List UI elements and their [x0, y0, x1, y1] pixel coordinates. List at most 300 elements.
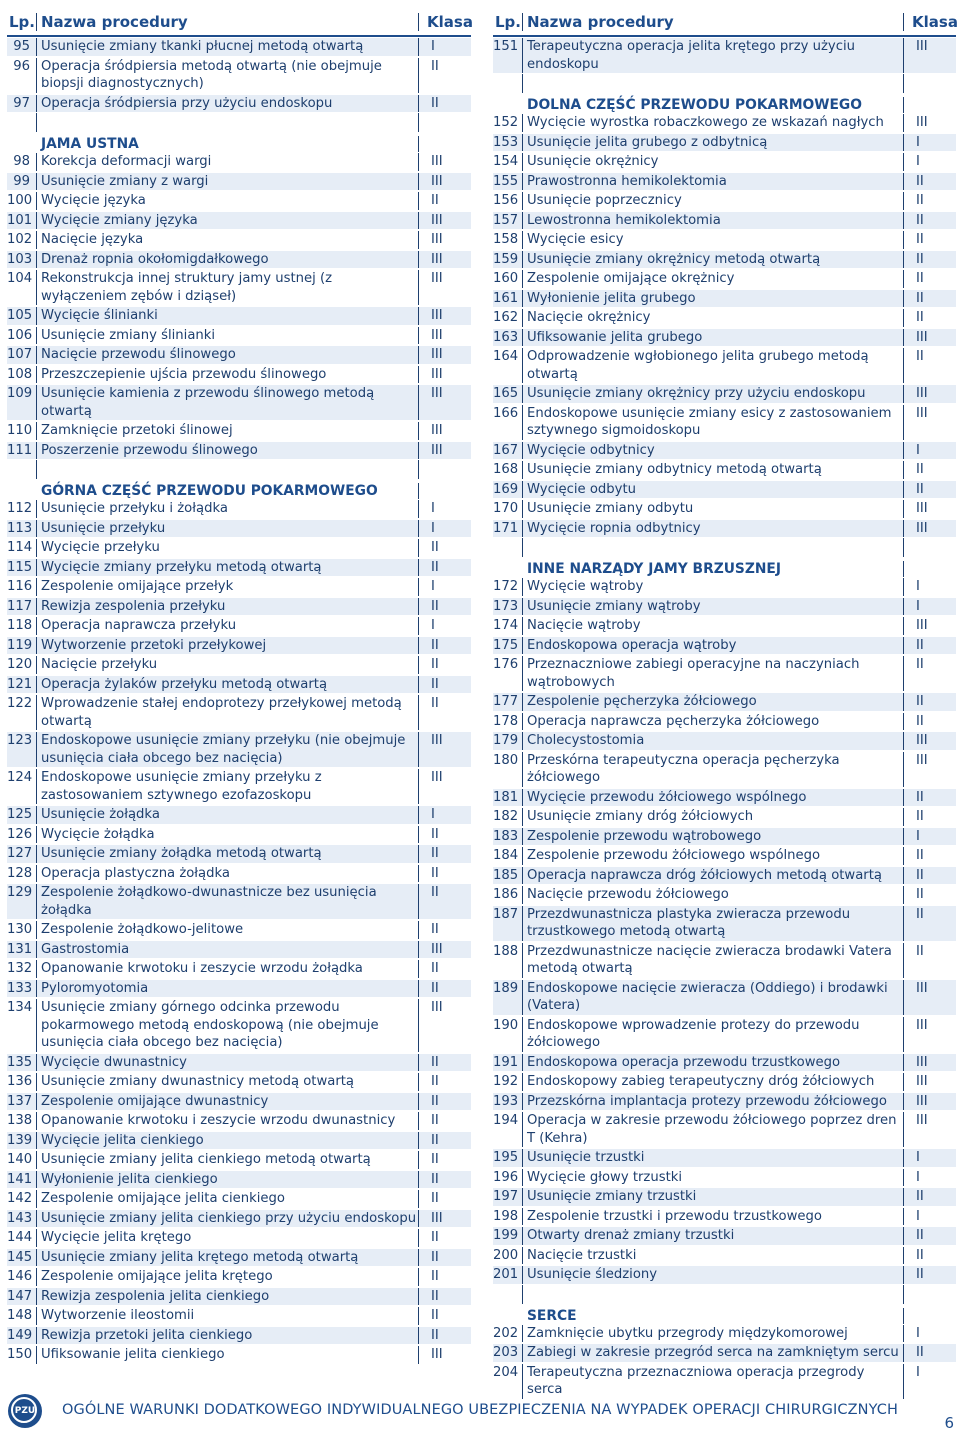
procedure-name: Nacięcie trzustki — [523, 1247, 904, 1265]
procedure-name: Przeznaczniowe zabiegi operacyjne na naczyniach wątrobowych — [523, 656, 904, 691]
section-title: JAMA USTNA — [37, 136, 419, 152]
row-number: 135 — [7, 1054, 37, 1072]
procedure-name: Wycięcie ślinianki — [37, 307, 419, 325]
row-number: 170 — [493, 500, 523, 518]
procedure-class: II — [419, 884, 471, 919]
row-number: 138 — [7, 1112, 37, 1130]
row-number: 191 — [493, 1054, 523, 1072]
row-number: 130 — [7, 921, 37, 939]
procedure-class: I — [916, 154, 920, 169]
procedure-name: Przezskórna implantacja protezy przewodu żółciowego — [523, 1093, 904, 1111]
procedure-class: II — [431, 961, 439, 976]
procedure-name: Wycięcie głowy trzustki — [523, 1169, 904, 1187]
table-row — [493, 616, 956, 636]
table-row — [7, 636, 471, 656]
procedure-name: Usunięcie okrężnicy — [523, 153, 904, 171]
procedure-class: II — [916, 848, 924, 863]
procedure-class: III — [419, 251, 471, 269]
procedure-name: Nacięcie przełyku — [37, 656, 419, 674]
table-row — [7, 675, 471, 695]
procedure-name: Usunięcie zmiany jelita cienkiego przy użyciu endoskopu — [37, 1210, 419, 1228]
procedure-name: Wyłonienie jelita grubego — [523, 290, 904, 308]
procedure-class: II — [419, 95, 471, 113]
table-row — [7, 998, 471, 1053]
procedure-name: Usunięcie zmiany wątroby — [523, 598, 904, 616]
row-number: 159 — [493, 251, 523, 269]
row-number: 202 — [493, 1325, 523, 1343]
procedure-name: Przezdwunastnicza plastyka zwieracza przewodu trzustkowego metodą otwartą — [523, 906, 904, 941]
procedure-name: Usunięcie zmiany górnego odcinka przewodu pokarmowego metodą endoskopową (nie obejmuje usunięcia ciała obcego bez nacięcia) — [37, 999, 419, 1052]
table-row — [493, 499, 956, 519]
procedure-class: II — [419, 980, 471, 998]
procedure-class: III — [904, 1054, 956, 1072]
spacer-row — [493, 538, 956, 557]
procedure-class: II — [916, 1247, 924, 1263]
table-row — [7, 577, 471, 597]
table-row — [493, 885, 956, 905]
procedure-class: II — [419, 1249, 471, 1267]
procedure-class: II — [916, 193, 924, 208]
procedure-name: Usunięcie przełyku i żołądka — [37, 500, 419, 518]
procedure-name: Usunięcie zmiany ślinianki — [37, 327, 419, 345]
table-row — [493, 519, 956, 539]
procedure-name: Usunięcie zmiany odbytu — [523, 500, 904, 518]
spacer-row — [7, 460, 471, 479]
row-number: 113 — [7, 520, 37, 538]
row-number: 169 — [493, 481, 523, 499]
table-row — [7, 1306, 471, 1326]
procedure-class: II — [916, 232, 924, 247]
procedure-name: Zespolenie omijające okrężnicy — [523, 270, 904, 288]
procedure-name: Rewizja zespolenia przełyku — [37, 598, 419, 616]
procedure-name: Drenaż ropnia okołomigdałkowego — [37, 251, 419, 269]
table-row — [493, 1092, 956, 1112]
procedure-class: III — [916, 752, 928, 768]
procedure-class: III — [419, 941, 471, 959]
procedure-name: Usunięcie zmiany tkanki płucnej metodą otwartą — [37, 38, 419, 56]
table-row — [493, 152, 956, 172]
table-row — [493, 172, 956, 192]
procedure-name: Wycięcie zmiany języka — [37, 212, 419, 230]
procedure-class: II — [431, 540, 439, 555]
table-row — [7, 1053, 471, 1073]
row-number: 114 — [7, 539, 37, 557]
row-number: 133 — [7, 980, 37, 998]
row-number: 172 — [493, 578, 523, 596]
procedure-class: II — [431, 1074, 439, 1089]
procedure-name: Rewizja przetoki jelita cienkiego — [37, 1327, 419, 1345]
procedure-name: Cholecystostomia — [523, 732, 904, 750]
section-heading — [493, 557, 956, 577]
row-number: 151 — [493, 38, 523, 73]
procedure-class: I — [419, 38, 471, 56]
procedure-class: II — [419, 676, 471, 694]
procedure-name: Wycięcie przełyku — [37, 539, 419, 557]
row-number: 178 — [493, 713, 523, 731]
row-number: 118 — [7, 617, 37, 635]
procedure-name: Operacja naprawcza pęcherzyka żółciowego — [523, 713, 904, 731]
procedure-class: II — [419, 1054, 471, 1072]
procedure-class: II — [419, 598, 471, 616]
row-number: 187 — [493, 906, 523, 941]
procedure-class: III — [904, 329, 956, 347]
table-row — [7, 269, 471, 306]
procedure-class: II — [904, 867, 956, 885]
row-number: 195 — [493, 1149, 523, 1167]
procedure-class: I — [419, 520, 471, 538]
procedure-class: I — [431, 579, 435, 594]
table-row — [7, 1150, 471, 1170]
table-row — [7, 825, 471, 845]
table-row — [7, 979, 471, 999]
row-number: 122 — [7, 695, 37, 730]
procedure-name: Zespolenie omijające jelita krętego — [37, 1268, 419, 1286]
table-row — [7, 1228, 471, 1248]
procedure-class: II — [431, 1308, 439, 1323]
row-number: 185 — [493, 867, 523, 885]
table-row — [7, 655, 471, 675]
table-row — [7, 37, 471, 57]
row-number: 164 — [493, 348, 523, 383]
procedure-name: Wycięcie wyrostka robaczkowego ze wskazań nagłych — [523, 114, 904, 132]
procedure-class: II — [431, 1191, 439, 1206]
procedure-name: Zespolenie żołądkowo-jelitowe — [37, 921, 419, 939]
row-number: 105 — [7, 307, 37, 325]
table-row — [493, 384, 956, 404]
left-procedure-table — [7, 8, 471, 1365]
procedure-name: Usunięcie kamienia z przewodu ślinowego metodą otwartą — [37, 385, 419, 420]
table-row — [7, 1248, 471, 1268]
row-number: 158 — [493, 231, 523, 249]
procedure-class: II — [904, 1266, 956, 1284]
table-row — [7, 1326, 471, 1346]
procedure-name: Wycięcie jelita krętego — [37, 1229, 419, 1247]
table-row — [7, 883, 471, 920]
row-number: 141 — [7, 1171, 37, 1189]
procedure-name: Usunięcie żołądka — [37, 806, 419, 824]
procedure-name: Otwarty drenaż zmiany trzustki — [523, 1227, 904, 1245]
procedure-name: Wycięcie zmiany przełyku metodą otwartą — [37, 559, 419, 577]
table-row — [7, 1170, 471, 1190]
procedure-name: Operacja plastyczna żołądka — [37, 865, 419, 883]
table-row — [7, 1092, 471, 1112]
row-number: 110 — [7, 422, 37, 440]
procedure-name: Nacięcie przewodu ślinowego — [37, 346, 419, 364]
row-number: 153 — [493, 134, 523, 152]
procedure-name: Lewostronna hemikolektomia — [523, 212, 904, 230]
procedure-name: Endoskopowe usunięcie zmiany esicy z zastosowaniem sztywnego sigmoidoskopu — [523, 405, 904, 440]
procedure-class: II — [419, 845, 471, 863]
procedure-class: III — [419, 173, 471, 191]
procedure-name: Usunięcie zmiany okrężnicy metodą otwartą — [523, 251, 904, 269]
row-number: 163 — [493, 329, 523, 347]
table-row — [493, 460, 956, 480]
table-row — [493, 731, 956, 751]
table-row — [7, 538, 471, 558]
procedure-name: Usunięcie przełyku — [37, 520, 419, 538]
procedure-name: Endoskopowe usunięcie zmiany przełyku z zastosowaniem sztywnego ezofazoskopu — [37, 769, 419, 804]
procedure-name: Usunięcie poprzecznicy — [523, 192, 904, 210]
procedure-name: Zamknięcie ubytku przegrody międzykomorowej — [523, 1325, 904, 1343]
procedure-class: II — [431, 865, 439, 881]
table-row — [7, 1111, 471, 1131]
table-row — [7, 959, 471, 979]
procedure-class: III — [419, 732, 471, 767]
section-title: SERCE — [523, 1308, 904, 1324]
table-row — [493, 1072, 956, 1092]
row-number: 161 — [493, 290, 523, 308]
row-number: 152 — [493, 114, 523, 132]
row-number: 127 — [7, 845, 37, 863]
procedure-class: II — [904, 212, 956, 230]
table-row — [7, 441, 471, 461]
row-number: 165 — [493, 385, 523, 403]
procedure-name: Usunięcie trzustki — [523, 1149, 904, 1167]
procedure-name: Wycięcie esicy — [523, 231, 904, 249]
table-row — [493, 1265, 956, 1285]
procedure-class: I — [916, 1208, 920, 1224]
procedure-name: Przezdwunastnicze nacięcie zwieracza brodawki Vatera metodą otwartą — [523, 943, 904, 978]
procedure-class: III — [431, 271, 443, 286]
procedure-class: I — [916, 1169, 920, 1185]
row-number: 189 — [493, 980, 523, 1015]
procedure-class: I — [904, 598, 956, 616]
row-number: 179 — [493, 732, 523, 750]
table-row — [493, 1207, 956, 1227]
procedure-name: Wycięcie jelita cienkiego — [37, 1132, 419, 1150]
table-row — [7, 191, 471, 211]
procedure-name: Endoskopowe wprowadzenie protezy do przewodu żółciowego — [523, 1017, 904, 1052]
table-row — [7, 172, 471, 192]
procedure-name: Wycięcie przewodu żółciowego wspólnego — [523, 789, 904, 807]
row-number: 108 — [7, 366, 37, 384]
procedure-class: III — [419, 385, 471, 420]
procedure-name: Operacja naprawcza przełyku — [37, 617, 419, 635]
procedure-class: II — [431, 922, 439, 937]
procedure-name: Wycięcie żołądka — [37, 826, 419, 844]
procedure-name: Operacja żylaków przełyku metodą otwartą — [37, 676, 419, 694]
table-row — [493, 846, 956, 866]
spacer-row — [493, 1285, 956, 1304]
table-row — [493, 866, 956, 886]
table-row — [493, 942, 956, 979]
procedure-class: III — [419, 442, 471, 460]
procedure-class: I — [904, 134, 956, 152]
procedure-class: II — [904, 251, 956, 269]
row-number: 196 — [493, 1169, 523, 1187]
row-number: 181 — [493, 789, 523, 807]
procedure-name: Zespolenie omijające dwunastnicy — [37, 1093, 419, 1111]
procedure-class: I — [419, 806, 471, 824]
row-number: 136 — [7, 1073, 37, 1091]
procedure-name: Korekcja deformacji wargi — [37, 153, 419, 171]
row-number: 119 — [7, 637, 37, 655]
procedure-class: I — [916, 1364, 920, 1380]
procedure-class: III — [904, 520, 956, 538]
procedure-name: Usunięcie zmiany odbytnicy metodą otwartą — [523, 461, 904, 479]
row-number: 168 — [493, 461, 523, 479]
procedure-class: III — [431, 154, 443, 169]
procedure-name: Usunięcie zmiany jelita cienkiego metodą otwartą — [37, 1151, 419, 1169]
table-row — [493, 1343, 956, 1363]
procedure-name: Pyloromyotomia — [37, 980, 419, 998]
table-header — [7, 8, 471, 37]
row-number: 137 — [7, 1093, 37, 1111]
procedure-name: Usunięcie zmiany z wargi — [37, 173, 419, 191]
procedure-class: II — [916, 310, 924, 325]
row-number: 109 — [7, 385, 37, 420]
table-row — [493, 1226, 956, 1246]
procedure-name: Endoskopowy zabieg terapeutyczny dróg żółciowych — [523, 1073, 904, 1091]
row-number: 155 — [493, 173, 523, 191]
procedure-name: Opanowanie krwotoku i zeszycie wrzodu żołądka — [37, 960, 419, 978]
procedure-name: Nacięcie języka — [37, 231, 419, 249]
procedure-class: II — [904, 290, 956, 308]
procedure-class: II — [431, 193, 439, 208]
table-row — [7, 920, 471, 940]
table-row — [7, 805, 471, 825]
procedure-name: Zespolenie żołądkowo-dwunastnicze bez usunięcia żołądka — [37, 884, 419, 919]
row-number: 99 — [7, 173, 37, 191]
row-number: 166 — [493, 405, 523, 440]
procedure-name: Wycięcie ropnia odbytnicy — [523, 520, 904, 538]
procedure-name: Endoskopowa operacja przewodu trzustkowego — [523, 1054, 904, 1072]
procedure-name: Zamknięcie przetoki ślinowej — [37, 422, 419, 440]
row-number: 180 — [493, 752, 523, 787]
row-number: 139 — [7, 1132, 37, 1150]
table-row — [493, 1053, 956, 1073]
procedure-class: II — [904, 693, 956, 711]
row-number: 115 — [7, 559, 37, 577]
procedure-class: II — [419, 637, 471, 655]
procedure-class: III — [904, 1093, 956, 1111]
procedure-class: III — [916, 405, 928, 421]
procedure-class: II — [904, 637, 956, 655]
row-number: 124 — [7, 769, 37, 804]
procedure-name: Usunięcie zmiany dróg żółciowych — [523, 808, 904, 826]
table-row — [493, 308, 956, 328]
procedure-class: II — [431, 1152, 439, 1167]
header-klasa: Klasa — [427, 12, 473, 31]
table-row — [493, 577, 956, 597]
row-number: 102 — [7, 231, 37, 249]
row-number: 125 — [7, 806, 37, 824]
row-number: 157 — [493, 212, 523, 230]
row-number: 183 — [493, 828, 523, 846]
table-row — [493, 347, 956, 384]
row-number: 145 — [7, 1249, 37, 1267]
procedure-name: Zespolenie omijające jelita cienkiego — [37, 1190, 419, 1208]
table-row — [7, 326, 471, 346]
procedure-name: Endoskopowe usunięcie zmiany przełyku (nie obejmuje usunięcia ciała obcego bez nacięcia) — [37, 732, 419, 767]
table-row — [493, 692, 956, 712]
row-number: 123 — [7, 732, 37, 767]
procedure-class: II — [916, 713, 924, 729]
row-number: 184 — [493, 847, 523, 865]
row-number: 101 — [7, 212, 37, 230]
row-number: 201 — [493, 1266, 523, 1284]
table-row — [7, 250, 471, 270]
table-row — [493, 1324, 956, 1344]
procedure-class: III — [904, 732, 956, 750]
row-number: 146 — [7, 1268, 37, 1286]
table-row — [493, 597, 956, 617]
table-row — [493, 979, 956, 1016]
procedure-class: II — [916, 271, 924, 286]
procedure-name: Rekonstrukcja innej struktury jamy ustnej (z wyłączeniem zębów i dziąseł) — [37, 270, 419, 305]
procedure-class: II — [916, 349, 924, 364]
table-row — [493, 37, 956, 74]
procedure-class: II — [916, 887, 924, 902]
row-number: 160 — [493, 270, 523, 288]
table-row — [493, 328, 956, 348]
procedure-class: III — [431, 1000, 443, 1015]
table-body — [493, 37, 956, 1400]
row-number: 197 — [493, 1188, 523, 1206]
procedure-name: Poszerzenie przewodu ślinowego — [37, 442, 419, 460]
row-number: 131 — [7, 941, 37, 959]
procedure-class: II — [904, 789, 956, 807]
spacer-row — [7, 113, 471, 132]
table-row — [7, 844, 471, 864]
row-number: 128 — [7, 865, 37, 883]
procedure-name: Nacięcie okrężnicy — [523, 309, 904, 327]
section-heading — [493, 1304, 956, 1324]
procedure-class: II — [904, 1188, 956, 1206]
table-row — [493, 404, 956, 441]
section-heading — [7, 132, 471, 152]
table-row — [7, 1072, 471, 1092]
row-number: 192 — [493, 1073, 523, 1091]
procedure-class: III — [916, 1113, 928, 1128]
section-title: INNE NARZĄDY JAMY BRZUSZNEJ — [523, 561, 904, 577]
row-number: 121 — [7, 676, 37, 694]
procedure-class: III — [431, 327, 443, 343]
row-number: 173 — [493, 598, 523, 616]
procedure-name: Zabiegi w zakresie przegród serca na zamkniętym sercu — [523, 1344, 904, 1362]
procedure-name: Terapeutyczna przeznaczniowa operacja przegrody serca — [523, 1364, 904, 1399]
row-number: 97 — [7, 95, 37, 113]
row-number: 95 — [7, 38, 37, 56]
table-row — [7, 940, 471, 960]
procedure-class: I — [904, 442, 956, 460]
row-number: 132 — [7, 960, 37, 978]
procedure-name: Wprowadzenie stałej endoprotezy przełykowej metodą otwartą — [37, 695, 419, 730]
header-lp: Lp. — [9, 12, 35, 31]
row-number: 116 — [7, 578, 37, 596]
procedure-class: III — [419, 307, 471, 325]
procedure-class: III — [916, 115, 928, 130]
table-row — [493, 712, 956, 732]
procedure-class: I — [904, 828, 956, 846]
procedure-class: II — [419, 1132, 471, 1150]
procedure-class: II — [916, 943, 924, 959]
procedure-name: Endoskopowe nacięcie zwieracza (Oddiego) i brodawki (Vatera) — [523, 980, 904, 1015]
header-klasa: Klasa — [912, 12, 958, 31]
procedure-class: III — [431, 1347, 443, 1362]
procedure-class: III — [419, 346, 471, 364]
procedure-class: II — [916, 657, 924, 672]
table-row — [7, 864, 471, 884]
procedure-class: II — [419, 559, 471, 577]
procedure-name: Zespolenie omijające przełyk — [37, 578, 419, 596]
procedure-class: II — [904, 481, 956, 499]
table-row — [7, 1345, 471, 1365]
row-number: 199 — [493, 1227, 523, 1245]
procedure-name: Wytworzenie ileostomii — [37, 1307, 419, 1325]
row-number: 148 — [7, 1307, 37, 1325]
procedure-class: III — [904, 38, 956, 73]
